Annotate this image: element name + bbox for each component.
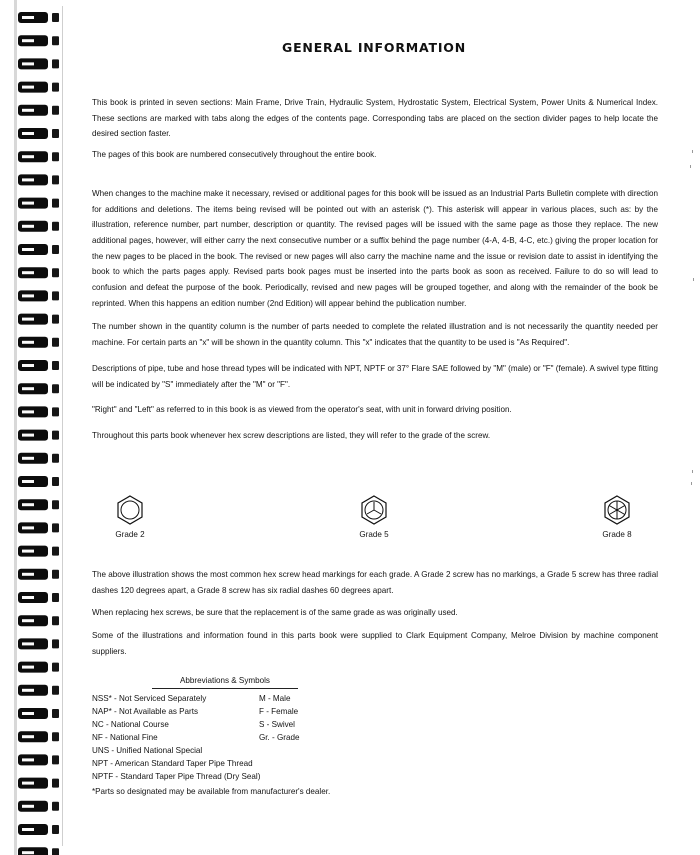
binding-loop	[18, 151, 59, 162]
binding-loop	[18, 430, 59, 441]
abbr-right: S - Swivel	[259, 720, 295, 729]
abbr-left: NF - National Fine	[92, 733, 158, 742]
binding-loop	[18, 383, 59, 394]
hex-screw-grades	[0, 495, 700, 545]
binding-loop	[18, 801, 59, 812]
binding-loop	[18, 174, 59, 185]
abbr-row	[92, 757, 392, 770]
binding-loop	[18, 638, 59, 649]
binding-loop	[18, 128, 59, 139]
paragraph-sections: This book is printed in seven sections: Main Frame, Drive Train, Hydraulic System, Hydrostatic System, Electrical System, Power Units & Numerical Index. These sections are marked with tabs along the edges of the contents page. Corresponding tabs are placed on the section divider pages to help locate the desired section faster.	[92, 98, 658, 139]
grade-8-label: Grade 8	[602, 530, 632, 539]
binding-loop	[18, 592, 59, 603]
abbr-left: NSS* - Not Serviced Separately	[92, 694, 207, 703]
binding-loop	[18, 615, 59, 626]
abbr-right: Gr. - Grade	[259, 733, 300, 742]
paragraph-hex-screws: Throughout this parts book whenever hex screw descriptions are listed, they will refer to the grade of the screw.	[92, 430, 491, 440]
abbr-left: NC - National Course	[92, 720, 169, 729]
abbreviations-heading: Abbreviations & Symbols	[152, 674, 298, 689]
binding-loop	[18, 267, 59, 278]
binding-loop	[18, 731, 59, 742]
paragraph-quantity: The number shown in the quantity column is the number of parts needed to complete the related illustration and is not necessarily the quantity needed per machine. For certain parts an "x" will be shown in the quantity column. This "x" indicates that the quantity to be used is "As Required".	[92, 322, 658, 348]
grade-5-label: Grade 5	[359, 530, 389, 539]
binding-loop	[18, 662, 59, 673]
binding-loop	[18, 105, 59, 116]
binding-loop	[18, 198, 59, 209]
abbr-row	[92, 718, 392, 731]
binding-loop	[18, 337, 59, 348]
binding-loop	[18, 778, 59, 789]
abbr-row	[92, 692, 392, 705]
binding-loop	[18, 406, 59, 417]
abbr-row	[92, 705, 392, 718]
binding-loop	[18, 12, 59, 23]
abbr-right: F - Female	[259, 707, 299, 716]
binding-loop	[18, 569, 59, 580]
grade-5-marker	[339, 495, 409, 539]
hex-head-grade-2-icon	[116, 495, 144, 525]
binding-loop	[18, 754, 59, 765]
paragraph-markings: The above illustration shows the most common hex screw head markings for each grade. A Grade 2 screw has no markings, a Grade 5 screw has three radial dashes 120 degrees apart, a Grade 8 screw has six radial dashes 60 degrees apart.	[92, 570, 658, 595]
binding-loop	[18, 58, 59, 69]
paragraph-right-left: "Right" and "Left" as referred to in this book is as viewed from the operator's seat, with unit in forward driving position.	[92, 405, 512, 415]
abbr-row	[92, 744, 392, 757]
abbr-left: NPTF - Standard Taper Pipe Thread (Dry Seal)	[92, 772, 261, 781]
paragraph-threads: Descriptions of pipe, tube and hose thread types will be indicated with NPT, NPTF or 37° Flare SAE followed by "M" (male) or "F" (female). A swivel type fitting will be indicated by "S" immediately after the "M" or "F".	[92, 363, 658, 389]
paragraph-replacing: When replacing hex screws, be sure that the replacement is of the same grade as was originally used.	[92, 608, 458, 618]
paragraph-suppliers: Some of the illustrations and information found in this parts book were supplied to Clark Equipment Company, Melroe Division by machine component suppliers.	[92, 631, 658, 656]
abbr-row	[92, 731, 392, 744]
page-title: GENERAL INFORMATION	[282, 40, 466, 55]
spiral-binding	[0, 0, 62, 855]
binding-loop	[18, 685, 59, 696]
binding-loop	[18, 824, 59, 835]
grade-8-marker	[582, 495, 652, 539]
abbreviations-table	[92, 674, 392, 798]
abbr-left: NPT - American Standard Taper Pipe Thread	[92, 759, 253, 768]
binding-spine	[14, 0, 17, 855]
binding-loop	[18, 82, 59, 93]
hex-head-grade-5-icon	[360, 495, 388, 525]
body-text	[92, 95, 658, 444]
paragraph-numbering: The pages of this book are numbered consecutively throughout the entire book.	[92, 150, 377, 160]
abbr-left: NAP* - Not Available as Parts	[92, 707, 199, 716]
binding-loop	[18, 221, 59, 232]
binding-loop	[18, 290, 59, 301]
binding-loop	[18, 476, 59, 487]
paragraph-revisions: When changes to the machine make it necessary, revised or additional pages for this book will be issued as an Industrial Parts Bulletin complete with direction for additions and deletions. The items being revised will be pointed out with an asterisk (*). This asterisk will appear in various places, such as: by the illustration, reference number, part number, description or quantity. The revised pages will be issued with the same page as those they replace. The new additional pages, however, will either carry the next consecutive number or a suffix behind the page number (4-A, 4-B, 4-C, etc.) giving the proper location for the new pages to be placed in the book. The revised or new pages will also carry the machine name and the issue or revision date to assist in identifying the book to which the parts pages apply. Revised parts book pages must be inserted into the parts book as soon as received. Failure to do so will lead to confusion and defeat the purpose of the book. Periodically, revised and new pages will be grouped together, and along with the remainder of the book be reprinted. When this happens an edition number (2nd Edition) will appear behind the publication number.	[92, 188, 658, 308]
binding-loop	[18, 360, 59, 371]
binding-loop	[18, 708, 59, 719]
abbr-left: UNS - Unified National Special	[92, 746, 203, 755]
grade-2-label: Grade 2	[115, 530, 145, 539]
binding-loop	[18, 847, 59, 855]
abbr-row	[92, 770, 392, 783]
abbreviations-footnote: *Parts so designated may be available from manufacturer's dealer.	[92, 787, 331, 796]
abbr-right: M - Male	[259, 694, 291, 703]
binding-loop	[18, 244, 59, 255]
binding-loop	[18, 314, 59, 325]
body-text-lower	[92, 567, 658, 660]
grade-2-marker	[95, 495, 165, 539]
page-edge	[62, 6, 63, 846]
hex-head-grade-8-icon	[603, 495, 631, 525]
binding-loop	[18, 546, 59, 557]
binding-loop	[18, 453, 59, 464]
